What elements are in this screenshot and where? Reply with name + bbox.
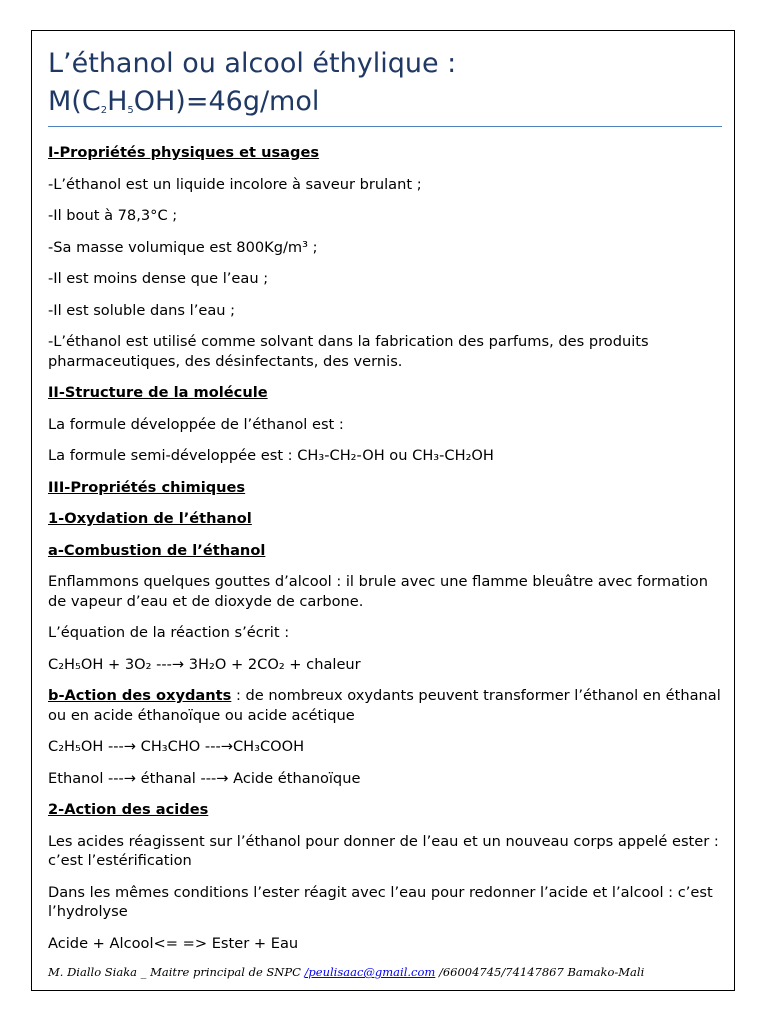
paragraph: -L’éthanol est utilisé comme solvant dans la fabrication des parfums, des produits pharmaceutiques, des désinfectants, des vernis.	[48, 333, 649, 370]
title-formula-subscript: 2	[100, 105, 108, 116]
section-heading: I-Propriétés physiques et usages	[48, 144, 320, 161]
page-footer	[48, 965, 720, 979]
title-line-2	[48, 83, 720, 127]
footer-contact: /66004745/74147867 Bamako-Mali	[435, 965, 645, 979]
footer-email-link[interactable]: /peulisaac@gmail.com	[304, 965, 436, 979]
subsection-heading: 1-Oxydation de l’éthanol	[48, 510, 252, 527]
subsection-heading: 2-Action des acides	[48, 801, 209, 818]
title-divider	[48, 126, 722, 127]
paragraph: -L’éthanol est un liquide incolore à saveur brulant ;	[48, 175, 422, 193]
section-heading: II-Structure de la molécule	[48, 384, 268, 401]
equation: C₂H₅OH + 3O₂ ---→ 3H₂O + 2CO₂ + chaleur	[48, 655, 361, 673]
footer-author: M. Diallo Siaka _ Maitre principal de SNPC	[48, 965, 305, 979]
paragraph: -Sa masse volumique est 800Kg/m³ ;	[48, 238, 318, 256]
inline-heading: b-Action des oxydants	[48, 687, 232, 704]
title-formula-part: H	[107, 86, 128, 117]
title-formula-part: M(C	[48, 86, 101, 117]
paragraph	[48, 686, 724, 725]
equation: C₂H₅OH ---→ CH₃CHO ---→CH₃COOH	[48, 738, 305, 755]
paragraph: Dans les mêmes conditions l’ester réagit avec l’eau pour redonner l’acide et l’alcool : c’est l’hydrolyse	[48, 883, 713, 920]
paragraph: La formule semi-développée est : CH₃-CH₂-OH ou CH₃-CH₂OH	[48, 447, 494, 464]
title-formula-part: OH)=46g/mol	[133, 86, 320, 117]
paragraph: -Il est moins dense que l’eau ;	[48, 270, 269, 287]
paragraph: L’équation de la réaction s’écrit :	[48, 624, 290, 641]
document-body	[48, 143, 724, 965]
title-line-1: L’éthanol ou alcool éthylique :	[48, 48, 457, 79]
paragraph: Les acides réagissent sur l’éthanol pour donner de l’eau et un nouveau corps appelé ester : c’est l’estérification	[48, 832, 719, 869]
paragraph: Enflammons quelques gouttes d’alcool : il brule avec une flamme bleuâtre avec formation de vapeur d’eau et de dioxyde de carbone.	[48, 573, 708, 610]
equation: Acide + Alcool<= => Ester + Eau	[48, 934, 299, 952]
title-formula-subscript: 5	[127, 105, 134, 116]
paragraph: -Il bout à 78,3°C ;	[48, 207, 178, 224]
equation: Ethanol ---→ éthanal ---→ Acide éthanoïque	[48, 769, 361, 787]
subsection-heading: a-Combustion de l’éthanol	[48, 541, 266, 559]
inline-text: : de nombreux oxydants peuvent transformer l’éthanol en éthanal ou en acide éthanoïque ou acide acétique	[48, 687, 721, 724]
paragraph: La formule développée de l’éthanol est :	[48, 415, 344, 433]
paragraph: -Il est soluble dans l’eau ;	[48, 301, 236, 319]
section-heading: III-Propriétés chimiques	[48, 478, 246, 496]
document-title	[48, 45, 720, 127]
document-page	[31, 30, 735, 991]
